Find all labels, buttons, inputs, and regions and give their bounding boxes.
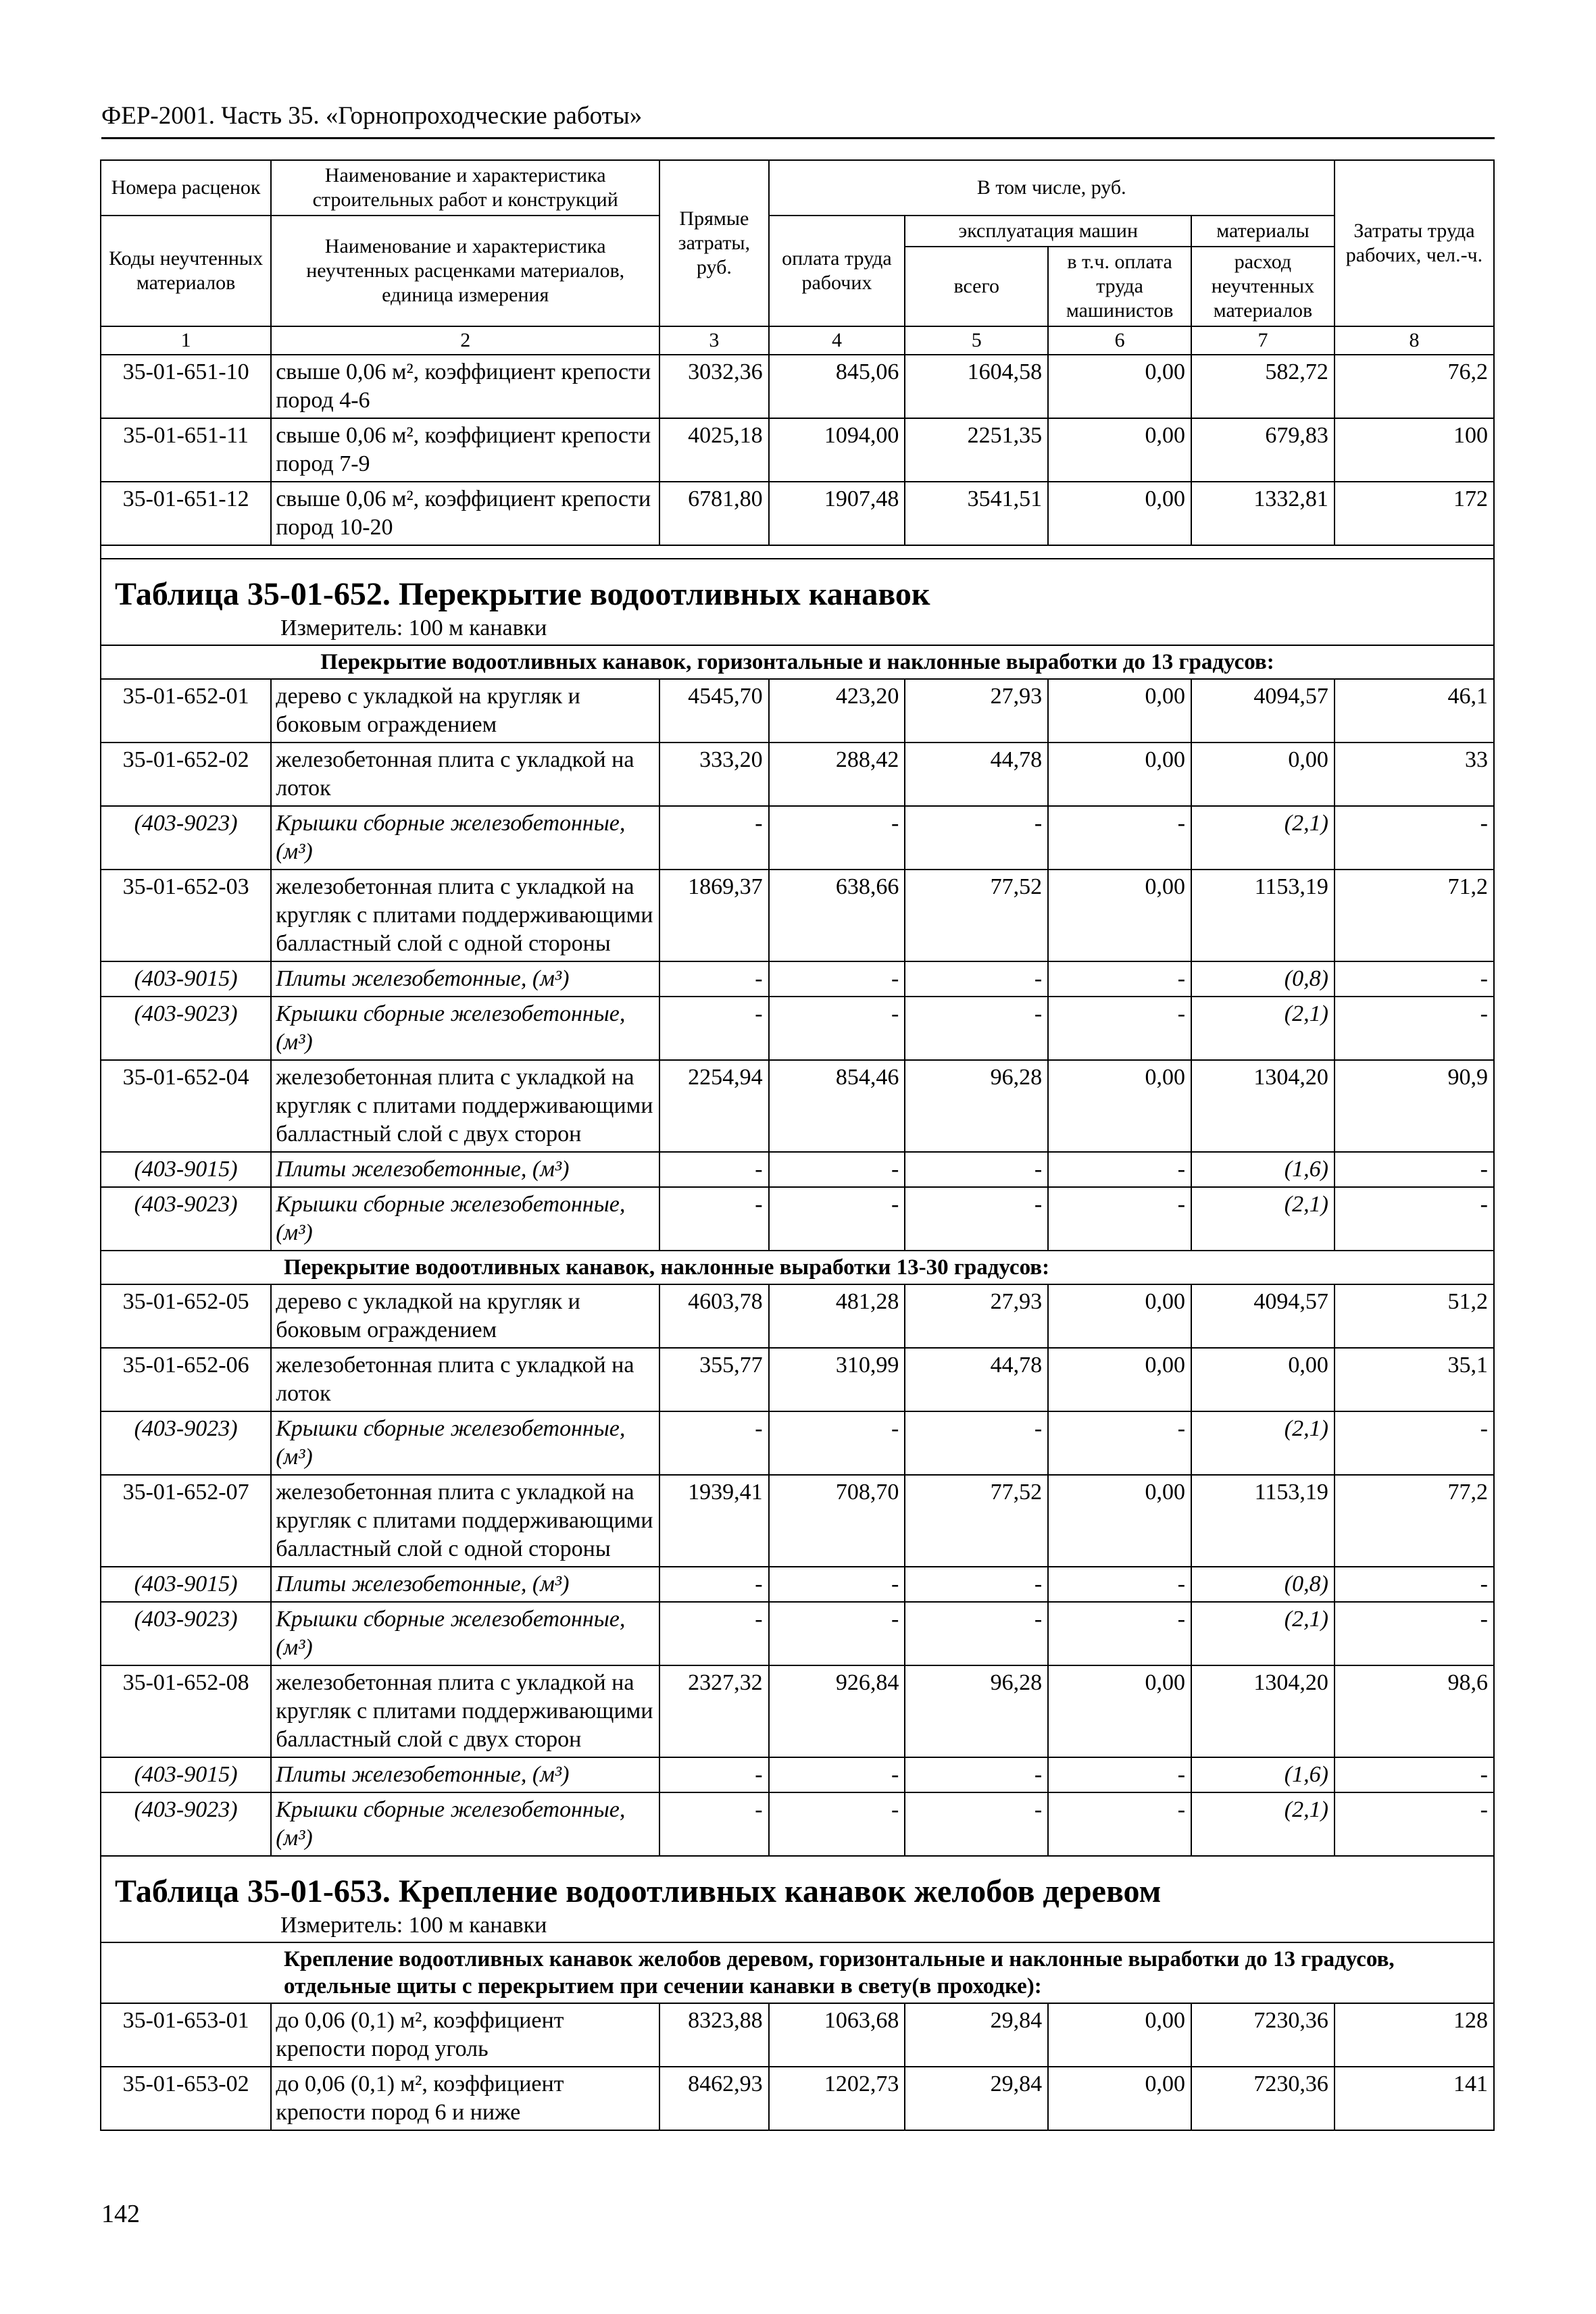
value-cell: 100 bbox=[1335, 418, 1494, 482]
value-cell: - bbox=[1335, 1757, 1494, 1792]
rate-code: 35-01-652-02 bbox=[101, 743, 271, 806]
rate-description: Плиты железобетонные, (м³) bbox=[271, 1757, 659, 1792]
value-cell: 29,84 bbox=[905, 2067, 1048, 2130]
rate-row bbox=[101, 1475, 1494, 1567]
value-cell: 1153,19 bbox=[1191, 870, 1335, 961]
header-row-2 bbox=[101, 216, 1494, 247]
value-cell: 98,6 bbox=[1335, 1665, 1494, 1757]
rate-row bbox=[101, 1665, 1494, 1757]
value-cell: 141 bbox=[1335, 2067, 1494, 2130]
rate-description: железобетонная плита с укладкой на кругляк с плитами поддерживающими балластный слой с одной стороны bbox=[271, 870, 659, 961]
value-cell: 90,9 bbox=[1335, 1060, 1494, 1152]
value-cell: - bbox=[769, 1411, 905, 1475]
spacer-cell bbox=[1335, 545, 1494, 559]
rate-code: 35-01-651-12 bbox=[101, 482, 271, 545]
value-cell: - bbox=[659, 806, 768, 870]
value-cell: 638,66 bbox=[769, 870, 905, 961]
rate-description: железобетонная плита с укладкой на лоток bbox=[271, 1348, 659, 1411]
rate-description: Крышки сборные железобетонные, (м³) bbox=[271, 997, 659, 1060]
rate-code: 35-01-652-07 bbox=[101, 1475, 271, 1567]
value-cell: 4545,70 bbox=[659, 679, 768, 743]
value-cell: 0,00 bbox=[1048, 743, 1191, 806]
value-cell: - bbox=[1048, 1411, 1191, 1475]
column-number-cell: 3 bbox=[659, 326, 768, 355]
value-cell: 3541,51 bbox=[905, 482, 1048, 545]
spacer-cell bbox=[101, 545, 271, 559]
material-row bbox=[101, 1187, 1494, 1251]
rate-code: (403-9023) bbox=[101, 806, 271, 870]
value-cell: - bbox=[1335, 997, 1494, 1060]
rate-row bbox=[101, 743, 1494, 806]
col-wages-header: оплата труда рабочих bbox=[769, 216, 905, 326]
rate-code: (403-9015) bbox=[101, 1567, 271, 1602]
column-number-cell: 6 bbox=[1048, 326, 1191, 355]
value-cell: (2,1) bbox=[1191, 1411, 1335, 1475]
value-cell: - bbox=[905, 1567, 1048, 1602]
value-cell: - bbox=[1048, 1187, 1191, 1251]
value-cell: 0,00 bbox=[1048, 482, 1191, 545]
rate-description: Крышки сборные железобетонные, (м³) bbox=[271, 806, 659, 870]
rate-description: Крышки сборные железобетонные, (м³) bbox=[271, 1187, 659, 1251]
column-number-cell: 2 bbox=[271, 326, 659, 355]
rate-code: (403-9023) bbox=[101, 997, 271, 1060]
material-row bbox=[101, 806, 1494, 870]
table-measure: Измеритель: 100 м канавки bbox=[280, 615, 547, 640]
value-cell: 1332,81 bbox=[1191, 482, 1335, 545]
rate-description: железобетонная плита с укладкой на кругляк с плитами поддерживающими балластный слой с двух сторон bbox=[271, 1665, 659, 1757]
value-cell: - bbox=[905, 997, 1048, 1060]
table-title: Таблица 35-01-653. Крепление водоотливных канавок желобов деревом bbox=[115, 1873, 1162, 1909]
value-cell: 27,93 bbox=[905, 1284, 1048, 1348]
rate-description: Крышки сборные железобетонные, (м³) bbox=[271, 1602, 659, 1665]
value-cell: 96,28 bbox=[905, 1665, 1048, 1757]
value-cell: - bbox=[1335, 1602, 1494, 1665]
value-cell: 6781,80 bbox=[659, 482, 768, 545]
table-measure: Измеритель: 100 м канавки bbox=[280, 1913, 547, 1938]
spacer-cell bbox=[905, 545, 1048, 559]
value-cell: (0,8) bbox=[1191, 1567, 1335, 1602]
value-cell: 0,00 bbox=[1048, 418, 1191, 482]
material-row bbox=[101, 1792, 1494, 1856]
value-cell: 1304,20 bbox=[1191, 1665, 1335, 1757]
header-row-1 bbox=[101, 160, 1494, 216]
value-cell: 423,20 bbox=[769, 679, 905, 743]
material-row bbox=[101, 997, 1494, 1060]
rates-table bbox=[100, 159, 1495, 2131]
value-cell: - bbox=[659, 1602, 768, 1665]
value-cell: (1,6) bbox=[1191, 1152, 1335, 1187]
col-materials-header: материалы bbox=[1191, 216, 1335, 247]
value-cell: - bbox=[905, 1411, 1048, 1475]
section-row bbox=[101, 1942, 1494, 2003]
value-cell: (2,1) bbox=[1191, 1187, 1335, 1251]
value-cell: 4025,18 bbox=[659, 418, 768, 482]
rate-code: 35-01-652-05 bbox=[101, 1284, 271, 1348]
rate-row bbox=[101, 418, 1494, 482]
col-operator-wages-header: в т.ч. оплата труда машинистов bbox=[1048, 247, 1191, 326]
value-cell: 288,42 bbox=[769, 743, 905, 806]
value-cell: 4094,57 bbox=[1191, 679, 1335, 743]
value-cell: - bbox=[1048, 1602, 1191, 1665]
value-cell: 3032,36 bbox=[659, 355, 768, 418]
value-cell: 1063,68 bbox=[769, 2003, 905, 2067]
value-cell: - bbox=[659, 1792, 768, 1856]
rate-code: (403-9023) bbox=[101, 1187, 271, 1251]
value-cell: 77,52 bbox=[905, 1475, 1048, 1567]
value-cell: 708,70 bbox=[769, 1475, 905, 1567]
rate-description: Крышки сборные железобетонные, (м³) bbox=[271, 1792, 659, 1856]
col-direct-costs-header: Прямые затраты, руб. bbox=[659, 160, 768, 326]
value-cell: - bbox=[1335, 1152, 1494, 1187]
column-numbers-row bbox=[101, 326, 1494, 355]
rate-description: свыше 0,06 м², коэффициент крепости пород 7-9 bbox=[271, 418, 659, 482]
value-cell: - bbox=[1048, 806, 1191, 870]
material-row bbox=[101, 1757, 1494, 1792]
rate-description: железобетонная плита с укладкой на кругляк с плитами поддерживающими балластный слой с двух сторон bbox=[271, 1060, 659, 1152]
rate-description: железобетонная плита с укладкой на кругляк с плитами поддерживающими балластный слой с одной стороны bbox=[271, 1475, 659, 1567]
material-row bbox=[101, 1152, 1494, 1187]
rate-code: (403-9023) bbox=[101, 1602, 271, 1665]
value-cell: - bbox=[769, 1757, 905, 1792]
rate-description: Плиты железобетонные, (м³) bbox=[271, 1567, 659, 1602]
value-cell: 926,84 bbox=[769, 1665, 905, 1757]
rate-code: 35-01-653-02 bbox=[101, 2067, 271, 2130]
column-number-cell: 7 bbox=[1191, 326, 1335, 355]
value-cell: 44,78 bbox=[905, 743, 1048, 806]
col-machines-total-header: всего bbox=[905, 247, 1048, 326]
value-cell: - bbox=[905, 1602, 1048, 1665]
col-group-header: В том числе, руб. bbox=[769, 160, 1335, 216]
value-cell: 1304,20 bbox=[1191, 1060, 1335, 1152]
material-row bbox=[101, 1602, 1494, 1665]
rate-code: 35-01-652-08 bbox=[101, 1665, 271, 1757]
rate-description: Плиты железобетонные, (м³) bbox=[271, 961, 659, 997]
spacer-row bbox=[101, 545, 1494, 559]
value-cell: 1939,41 bbox=[659, 1475, 768, 1567]
value-cell: 1153,19 bbox=[1191, 1475, 1335, 1567]
value-cell: 128 bbox=[1335, 2003, 1494, 2067]
value-cell: 1202,73 bbox=[769, 2067, 905, 2130]
material-row bbox=[101, 1411, 1494, 1475]
rate-row bbox=[101, 679, 1494, 743]
rate-code: 35-01-652-04 bbox=[101, 1060, 271, 1152]
value-cell: (2,1) bbox=[1191, 1602, 1335, 1665]
value-cell: 51,2 bbox=[1335, 1284, 1494, 1348]
rate-code: 35-01-651-10 bbox=[101, 355, 271, 418]
value-cell: 481,28 bbox=[769, 1284, 905, 1348]
rate-code: (403-9023) bbox=[101, 1792, 271, 1856]
value-cell: 35,1 bbox=[1335, 1348, 1494, 1411]
table-title: Таблица 35-01-652. Перекрытие водоотливных канавок bbox=[115, 576, 930, 612]
value-cell: 2254,94 bbox=[659, 1060, 768, 1152]
col-material-names-header: Наименование и характеристика неучтенных расценками материалов, единица измерения bbox=[271, 216, 659, 326]
value-cell: 96,28 bbox=[905, 1060, 1048, 1152]
rate-code: 35-01-652-06 bbox=[101, 1348, 271, 1411]
col-labor-header: Затраты труда рабочих, чел.-ч. bbox=[1335, 160, 1494, 326]
section-row bbox=[101, 1251, 1494, 1284]
rate-row bbox=[101, 2003, 1494, 2067]
header-rule bbox=[101, 137, 1495, 139]
rate-code: (403-9015) bbox=[101, 1757, 271, 1792]
value-cell: (2,1) bbox=[1191, 1792, 1335, 1856]
value-cell: 0,00 bbox=[1048, 1284, 1191, 1348]
rate-row bbox=[101, 1284, 1494, 1348]
page-number: 142 bbox=[101, 2200, 140, 2228]
value-cell: - bbox=[905, 1187, 1048, 1251]
rate-code: (403-9015) bbox=[101, 1152, 271, 1187]
rate-description: свыше 0,06 м², коэффициент крепости пород 10-20 bbox=[271, 482, 659, 545]
rate-code: 35-01-651-11 bbox=[101, 418, 271, 482]
rate-row bbox=[101, 1348, 1494, 1411]
value-cell: 0,00 bbox=[1048, 355, 1191, 418]
value-cell: - bbox=[1048, 997, 1191, 1060]
col-rate-number-header: Номера расценок bbox=[101, 160, 271, 216]
value-cell: - bbox=[1335, 961, 1494, 997]
material-row bbox=[101, 1567, 1494, 1602]
rate-row bbox=[101, 482, 1494, 545]
rate-description: Плиты железобетонные, (м³) bbox=[271, 1152, 659, 1187]
value-cell: 854,46 bbox=[769, 1060, 905, 1152]
value-cell: (1,6) bbox=[1191, 1757, 1335, 1792]
value-cell: 1907,48 bbox=[769, 482, 905, 545]
value-cell: 7230,36 bbox=[1191, 2067, 1335, 2130]
value-cell: 355,77 bbox=[659, 1348, 768, 1411]
value-cell: (2,1) bbox=[1191, 997, 1335, 1060]
value-cell: - bbox=[905, 961, 1048, 997]
value-cell: - bbox=[1335, 1187, 1494, 1251]
value-cell: - bbox=[1335, 1792, 1494, 1856]
column-number-cell: 8 bbox=[1335, 326, 1494, 355]
rate-description: дерево с укладкой на кругляк и боковым ограждением bbox=[271, 679, 659, 743]
value-cell: 77,2 bbox=[1335, 1475, 1494, 1567]
table-title-row bbox=[101, 559, 1494, 645]
value-cell: 0,00 bbox=[1048, 870, 1191, 961]
section-heading: Крепление водоотливных канавок желобов деревом, горизонтальные и наклонные выработки до 13 градусов, отдельные щиты с перекрытием при сечении канавки в свету(в проходке): bbox=[101, 1942, 1494, 2003]
value-cell: 2251,35 bbox=[905, 418, 1048, 482]
value-cell: 76,2 bbox=[1335, 355, 1494, 418]
value-cell: 44,78 bbox=[905, 1348, 1048, 1411]
value-cell: 310,99 bbox=[769, 1348, 905, 1411]
rate-description: дерево с укладкой на кругляк и боковым ограждением bbox=[271, 1284, 659, 1348]
value-cell: - bbox=[769, 1792, 905, 1856]
value-cell: - bbox=[659, 997, 768, 1060]
value-cell: (2,1) bbox=[1191, 806, 1335, 870]
value-cell: 77,52 bbox=[905, 870, 1048, 961]
rates-sheet bbox=[100, 159, 1495, 2131]
value-cell: 29,84 bbox=[905, 2003, 1048, 2067]
column-number-cell: 5 bbox=[905, 326, 1048, 355]
spacer-cell bbox=[1191, 545, 1335, 559]
rate-description: железобетонная плита с укладкой на лоток bbox=[271, 743, 659, 806]
rate-code: 35-01-652-01 bbox=[101, 679, 271, 743]
value-cell: 172 bbox=[1335, 482, 1494, 545]
value-cell: 7230,36 bbox=[1191, 2003, 1335, 2067]
column-number-cell: 1 bbox=[101, 326, 271, 355]
value-cell: 8462,93 bbox=[659, 2067, 768, 2130]
value-cell: 1604,58 bbox=[905, 355, 1048, 418]
rate-description: до 0,06 (0,1) м², коэффициент крепости пород уголь bbox=[271, 2003, 659, 2067]
value-cell: 4603,78 bbox=[659, 1284, 768, 1348]
value-cell: - bbox=[905, 1152, 1048, 1187]
col-machines-header: эксплуатация машин bbox=[905, 216, 1191, 247]
rate-row bbox=[101, 1060, 1494, 1152]
spacer-cell bbox=[271, 545, 659, 559]
col-material-codes-header: Коды неучтенных материалов bbox=[101, 216, 271, 326]
value-cell: 0,00 bbox=[1048, 1348, 1191, 1411]
value-cell: - bbox=[769, 1567, 905, 1602]
value-cell: 33 bbox=[1335, 743, 1494, 806]
value-cell: 582,72 bbox=[1191, 355, 1335, 418]
value-cell: 4094,57 bbox=[1191, 1284, 1335, 1348]
value-cell: - bbox=[659, 1187, 768, 1251]
value-cell: - bbox=[659, 1567, 768, 1602]
value-cell: - bbox=[1048, 1757, 1191, 1792]
value-cell: 2327,32 bbox=[659, 1665, 768, 1757]
value-cell: - bbox=[659, 1757, 768, 1792]
spacer-cell bbox=[769, 545, 905, 559]
page-title: ФЕР-2001. Часть 35. «Горнопроходческие работы» bbox=[101, 102, 643, 130]
material-row bbox=[101, 961, 1494, 997]
spacer-cell bbox=[1048, 545, 1191, 559]
value-cell: - bbox=[1048, 1567, 1191, 1602]
rate-description: до 0,06 (0,1) м², коэффициент крепости пород 6 и ниже bbox=[271, 2067, 659, 2130]
value-cell: 8323,88 bbox=[659, 2003, 768, 2067]
rate-row bbox=[101, 870, 1494, 961]
value-cell: - bbox=[769, 1152, 905, 1187]
value-cell: 679,83 bbox=[1191, 418, 1335, 482]
value-cell: 0,00 bbox=[1048, 679, 1191, 743]
value-cell: 0,00 bbox=[1048, 1060, 1191, 1152]
value-cell: - bbox=[905, 1792, 1048, 1856]
value-cell: 1094,00 bbox=[769, 418, 905, 482]
value-cell: - bbox=[659, 1411, 768, 1475]
value-cell: 0,00 bbox=[1048, 2067, 1191, 2130]
value-cell: - bbox=[905, 1757, 1048, 1792]
rate-code: 35-01-653-01 bbox=[101, 2003, 271, 2067]
col-material-usage-header: расход неучтенных материалов bbox=[1191, 247, 1335, 326]
value-cell: - bbox=[1335, 1567, 1494, 1602]
rate-row bbox=[101, 355, 1494, 418]
rate-code: (403-9023) bbox=[101, 1411, 271, 1475]
value-cell: 0,00 bbox=[1191, 1348, 1335, 1411]
value-cell: 333,20 bbox=[659, 743, 768, 806]
column-number-cell: 4 bbox=[769, 326, 905, 355]
rate-description: Крышки сборные железобетонные, (м³) bbox=[271, 1411, 659, 1475]
section-row bbox=[101, 645, 1494, 679]
value-cell: - bbox=[769, 997, 905, 1060]
table-title-row bbox=[101, 1856, 1494, 1942]
value-cell: - bbox=[659, 961, 768, 997]
value-cell: - bbox=[769, 806, 905, 870]
value-cell: 0,00 bbox=[1191, 743, 1335, 806]
rate-row bbox=[101, 2067, 1494, 2130]
value-cell: - bbox=[1335, 806, 1494, 870]
spacer-cell bbox=[659, 545, 768, 559]
value-cell: - bbox=[1048, 1792, 1191, 1856]
value-cell: - bbox=[769, 961, 905, 997]
value-cell: - bbox=[1335, 1411, 1494, 1475]
value-cell: - bbox=[659, 1152, 768, 1187]
value-cell: 71,2 bbox=[1335, 870, 1494, 961]
value-cell: - bbox=[905, 806, 1048, 870]
value-cell: - bbox=[1048, 961, 1191, 997]
value-cell: (0,8) bbox=[1191, 961, 1335, 997]
col-work-name-header: Наименование и характеристика строительных работ и конструкций bbox=[271, 160, 659, 216]
rate-description: свыше 0,06 м², коэффициент крепости пород 4-6 bbox=[271, 355, 659, 418]
value-cell: 46,1 bbox=[1335, 679, 1494, 743]
section-heading: Перекрытие водоотливных канавок, горизонтальные и наклонные выработки до 13 градусов: bbox=[101, 645, 1494, 679]
value-cell: 845,06 bbox=[769, 355, 905, 418]
value-cell: 0,00 bbox=[1048, 1665, 1191, 1757]
value-cell: - bbox=[1048, 1152, 1191, 1187]
value-cell: - bbox=[769, 1187, 905, 1251]
value-cell: 27,93 bbox=[905, 679, 1048, 743]
value-cell: 0,00 bbox=[1048, 2003, 1191, 2067]
rate-code: (403-9015) bbox=[101, 961, 271, 997]
section-heading: Перекрытие водоотливных канавок, наклонные выработки 13-30 градусов: bbox=[101, 1251, 1494, 1284]
value-cell: - bbox=[769, 1602, 905, 1665]
value-cell: 1869,37 bbox=[659, 870, 768, 961]
rate-code: 35-01-652-03 bbox=[101, 870, 271, 961]
value-cell: 0,00 bbox=[1048, 1475, 1191, 1567]
